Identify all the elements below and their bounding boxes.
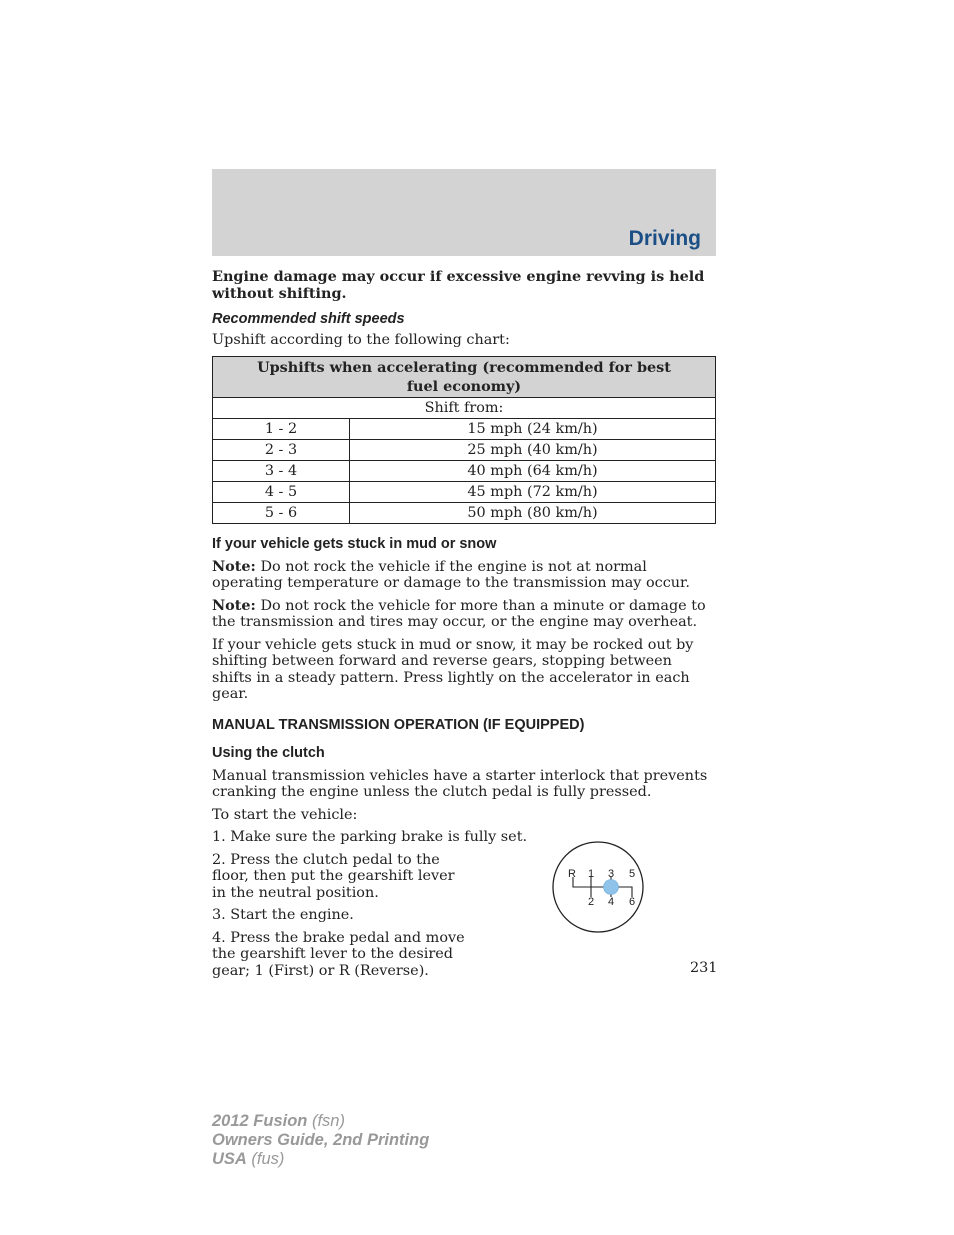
- shift-intro: Upshift according to the following chart:: [212, 331, 510, 348]
- step-item: 1. Make sure the parking brake is fully set.: [212, 829, 528, 845]
- table-header: Upshifts when accelerating (recommended for best fuel economy): [213, 357, 716, 398]
- gear-label-2: 2: [587, 896, 595, 908]
- clutch-heading: Using the clutch: [212, 745, 325, 761]
- gear-label-1: 1: [587, 868, 595, 880]
- table-row: [213, 503, 716, 524]
- table-row: [213, 419, 716, 440]
- page-number: 231: [690, 960, 718, 976]
- start-label: To start the vehicle:: [212, 806, 358, 823]
- clutch-intro: Manual transmission vehicles have a starter interlock that prevents cranking the engine unless the clutch pedal is fully pressed.: [212, 767, 708, 800]
- gear-label-5: 5: [628, 868, 636, 880]
- gearshift-pattern-diagram: [552, 841, 672, 937]
- shift-speeds-heading: Recommended shift speeds: [212, 311, 405, 327]
- footer-market-code: (fus): [246, 1150, 285, 1168]
- shift-speed-table: [212, 356, 716, 524]
- table-row: [213, 461, 716, 482]
- speed-cell: 15 mph (24 km/h): [350, 419, 716, 440]
- gear-cell: 1 - 2: [213, 419, 350, 440]
- gear-cell: 2 - 3: [213, 440, 350, 461]
- footer-model: 2012 Fusion: [212, 1112, 308, 1130]
- stuck-paragraph: If your vehicle gets stuck in mud or snow, it may be rocked out by shifting between forward and reverse gears, stopping between shifts in a steady pattern. Press lightly on the accelerator in each gear.: [212, 636, 694, 702]
- note-label: Note:: [212, 557, 256, 575]
- gear-cell: 4 - 5: [213, 482, 350, 503]
- speed-cell: 40 mph (64 km/h): [350, 461, 716, 482]
- gear-label-6: 6: [628, 896, 636, 908]
- gear-cell: 3 - 4: [213, 461, 350, 482]
- warning-text: Engine damage may occur if excessive engine revving is held without shifting.: [212, 268, 705, 302]
- table-row: [213, 482, 716, 503]
- footer-market: USA: [212, 1150, 247, 1168]
- speed-cell: 25 mph (40 km/h): [350, 440, 716, 461]
- speed-cell: 45 mph (72 km/h): [350, 482, 716, 503]
- note-label: Note:: [212, 596, 256, 614]
- section-header-bar: [212, 169, 716, 256]
- gear-label-r: R: [568, 868, 576, 880]
- step-item: 4. Press the brake pedal and move the gearshift lever to the desired gear; 1 (First) or R (Reverse).: [212, 929, 465, 979]
- gear-knob-icon: [604, 880, 619, 895]
- section-title: Driving: [628, 227, 701, 250]
- footer-model-code: (fsn): [307, 1112, 345, 1130]
- manual-transmission-heading: MANUAL TRANSMISSION OPERATION (IF EQUIPPED): [212, 716, 585, 733]
- table-subheader: Shift from:: [213, 398, 716, 419]
- table-row: [213, 440, 716, 461]
- note-paragraph: [212, 559, 716, 592]
- footer-guide: Owners Guide, 2nd Printing: [212, 1131, 430, 1149]
- step-item: 3. Start the engine.: [212, 907, 354, 923]
- gear-cell: 5 - 6: [213, 503, 350, 524]
- note-text: Do not rock the vehicle for more than a minute or damage to the transmission and tires may occur, or the engine may overheat.: [212, 597, 706, 630]
- note-paragraph: [212, 598, 716, 631]
- gear-label-4: 4: [607, 896, 615, 908]
- gear-label-3: 3: [607, 868, 615, 880]
- footer-imprint: [212, 1112, 429, 1169]
- speed-cell: 50 mph (80 km/h): [350, 503, 716, 524]
- stuck-heading: If your vehicle gets stuck in mud or snow: [212, 536, 497, 552]
- note-text: Do not rock the vehicle if the engine is not at normal operating temperature or damage to the transmission may occur.: [212, 558, 690, 591]
- step-item: 2. Press the clutch pedal to the floor, then put the gearshift lever in the neutral position.: [212, 851, 455, 901]
